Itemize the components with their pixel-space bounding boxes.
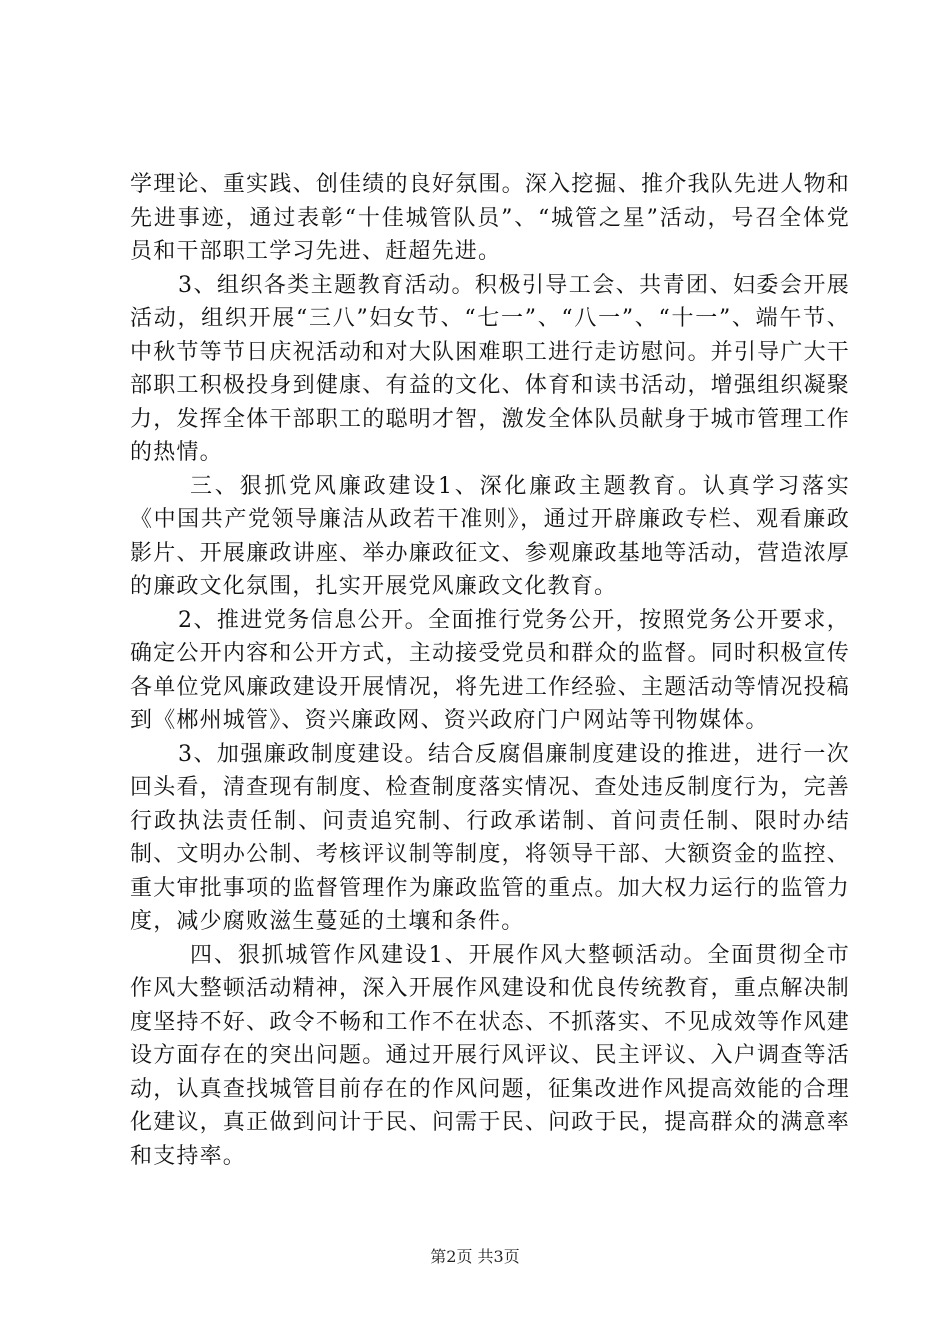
document-body: [130, 168, 850, 1173]
page-footer: [0, 1244, 950, 1267]
page-number-indicator: 第2页 共3页: [430, 1247, 520, 1266]
paragraph-2: 3、组织各类主题教育活动。积极引导工会、共青团、妇委会开展活动，组织开展“三八”妇女节、“七一”、“八一”、“十一”、端午节、中秋节等节日庆祝活动和对大队困难职工进行走访慰问。并引导广大干部职工积极投身到健康、有益的文化、体育和读书活动，增强组织凝聚力，发挥全体干部职工的聪明才智，激发全体队员献身于城市管理工作的热情。: [130, 272, 850, 465]
paragraph-5: 3、加强廉政制度建设。结合反腐倡廉制度建设的推进，进行一次回头看，清查现有制度、检查制度落实情况、查处违反制度行为，完善行政执法责任制、问责追究制、行政承诺制、首问责任制、限时办结制、文明办公制、考核评议制等制度，将领导干部、大额资金的监控、重大审批事项的监督管理作为廉政监管的重点。加大权力运行的监管力度，减少腐败滋生蔓延的土壤和条件。: [130, 741, 850, 934]
paragraph-4: 2、推进党务信息公开。全面推行党务公开，按照党务公开要求，确定公开内容和公开方式，主动接受党员和群众的监督。同时积极宣传各单位党风廉政建设开展情况，将先进工作经验、主题活动等情况投稿到《郴州城管》、资兴廉政网、资兴政府门户网站等刊物媒体。: [130, 607, 850, 733]
paragraph-3: 三、狠抓党风廉政建设1、深化廉政主题教育。认真学习落实《中国共产党领导廉洁从政若干准则》，通过开辟廉政专栏、观看廉政影片、开展廉政讲座、举办廉政征文、参观廉政基地等活动，营造浓厚的廉政文化氛围，扎实开展党风廉政文化教育。: [130, 473, 850, 599]
paragraph-1: 学理论、重实践、创佳绩的良好氛围。深入挖掘、推介我队先进人物和先进事迹，通过表彰“十佳城管队员”、“城管之星”活动，号召全体党员和干部职工学习先进、赶超先进。: [130, 172, 850, 264]
paragraph-6: 四、狠抓城管作风建设1、开展作风大整顿活动。全面贯彻全市作风大整顿活动精神，深入开展作风建设和优良传统教育，重点解决制度坚持不好、政令不畅和工作不在状态、不抓落实、不见成效等作风建设方面存在的突出问题。通过开展行风评议、民主评议、入户调查等活动，认真查找城管目前存在的作风问题，征集改进作风提高效能的合理化建议，真正做到问计于民、问需于民、问政于民，提高群众的满意率和支持率。: [130, 942, 850, 1169]
